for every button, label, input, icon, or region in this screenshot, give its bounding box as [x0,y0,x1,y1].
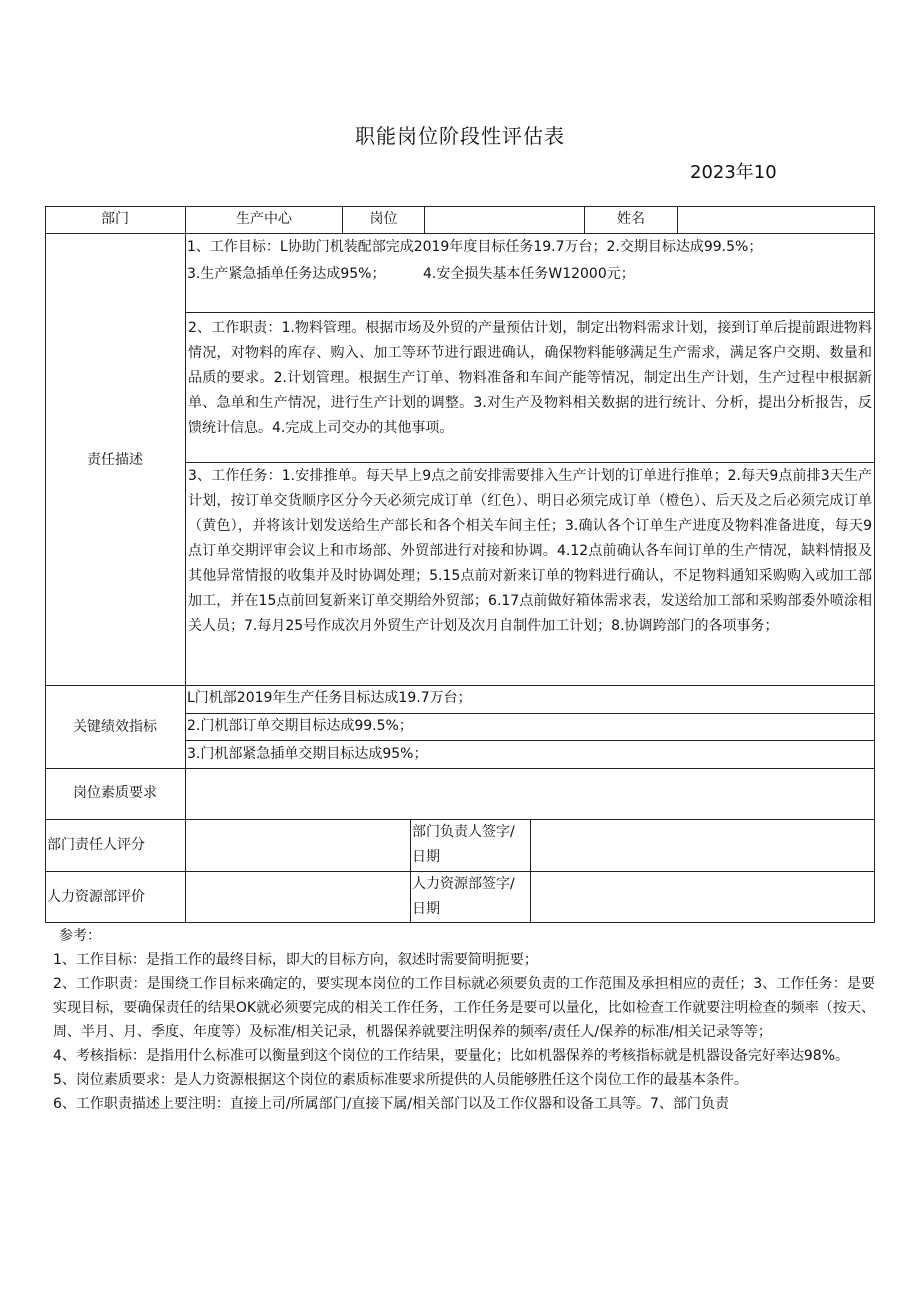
note-item: 1、工作目标：是指工作的最终目标，即大的目标方向，叙述时需要简明扼要； [53,952,538,968]
subrow-divider [186,740,875,741]
row-divider [45,819,875,820]
name-label: 姓名 [617,211,645,227]
document-date: 2023年10 [690,162,777,183]
table-border-right [874,206,875,922]
hr-sign-line2: 日期 [412,901,440,917]
table-border-top [45,206,875,207]
position-label: 岗位 [369,211,398,227]
row-divider [45,871,875,872]
dept-label: 部门 [101,211,129,227]
work-goal-line2a: 3.生产紧急插单任务达成95%； [187,266,386,282]
kpi-item: 2.门机部订单交期目标达成99.5%； [187,718,413,734]
dept-eval-label: 部门责任人评分 [47,837,145,853]
subrow-divider [186,713,875,714]
subrow-divider [186,312,875,313]
kpi-item: L门机部2019年生产任务目标达成19.7万台； [187,690,472,706]
evaluation-table [45,206,875,922]
note-item: 5、岗位素质要求：是人力资源根据这个岗位的素质标准要求所提供的人员能够胜任这个岗位工作的最基本条件。 [53,1072,748,1088]
col-divider [530,819,531,922]
dept-sign-line1: 部门负责人签字/ [412,824,515,840]
note-item: 6、工作职责描述上要注明：直接上司/所属部门/直接下属/相关部门以及工作仪器和设备工具等。7、部门负责 [53,1096,729,1112]
col-divider [410,819,411,922]
col-divider [424,206,425,233]
kpi-label: 关键绩效指标 [73,719,157,735]
document-title: 职能岗位阶段性评估表 [355,124,565,148]
col-divider [677,206,678,233]
quality-label: 岗位素质要求 [73,785,157,801]
table-border-bottom [45,922,875,923]
work-goal-line2b: 4.安全损失基本任务W12000元； [423,266,635,282]
hr-eval-label: 人力资源部评价 [47,889,145,905]
notes-heading: 参考： [59,928,101,944]
row-divider [45,233,875,234]
hr-sign-line1: 人力资源部签字/ [412,876,515,892]
reference-notes [53,924,875,1116]
subrow-divider [186,462,875,463]
dept-sign-line2: 日期 [412,849,440,865]
work-goal-line1: 1、工作目标：L协助门机装配部完成2019年度目标任务19.7万台；2.交期目标达成99.5%； [187,239,763,255]
row-divider [45,685,875,686]
table-border-left [45,206,46,922]
work-duties: 2、工作职责：1.物料管理。根据市场及外贸的产量预估计划，制定出物料需求计划，接到订单后提前跟进物料情况，对物料的库存、购入、加工等环节进行跟进确认，确保物料能够满足生产需求，满足客户交期、数量和品质的要求。2.计划管理。根据生产订单、物料准备和车间产能等情况，制定出生产计划，生产过程中根据新单、急单和生产情况，进行生产计划的调整。3.对生产及物料相关数据的进行统计、分析，提出分析报告，反馈统计信息。4.完成上司交办的其他事项。 [188,320,872,436]
kpi-item: 3.门机部紧急插单交期目标达成95%； [187,746,428,762]
responsibility-label: 责任描述 [87,452,143,468]
note-item: 4、考核指标：是指用什么标准可以衡量到这个岗位的工作结果，要量化；比如机器保养的考核指标就是机器设备完好率达98%。 [53,1048,850,1064]
note-item: 2、工作职责：是围绕工作目标来确定的，要实现本岗位的工作目标就必须要负责的工作范围及承担相应的责任；3、工作任务：是要实现目标，要确保责任的结果OK就必须要完成的相关工作任务，工作任务是要可以量化，比如检查工作就要注明检查的频率（按天、周、半月、月、季度、年度等）及标准/相关记录，机器保养就要注明保养的频率/责任人/保养的标准/相关记录等等； [53,976,875,1040]
row-divider [45,768,875,769]
dept-value: 生产中心 [236,211,292,227]
work-tasks: 3、工作任务：1.安排推单。每天早上9点之前安排需要排入生产计划的订单进行推单；2.每天9点前排3天生产计划，按订单交货顺序区分今天必须完成订单（红色）、明日必须完成订单（橙色）、后天及之后必须完成订单（黄色），并将该计划发送给生产部长和各个相关车间主任；3.确认各个订单生产进度及物料准备进度，每天9点订单交期评审会议上和市场部、外贸部进行对接和协调。4.12点前确认各车间订单的生产情况，缺料情报及其他异常情报的收集并及时协调处理；5.15点前对新来订单的物料进行确认，不足物料通知采购购入或加工部加工，并在15点前回复新来订单交期给外贸部；6.17点前做好箱体需求表，发送给加工部和采购部委外喷涂相关人员；7.每月25号作成次月外贸生产计划及次月自制件加工计划；8.协调跨部门的各项事务； [188,468,872,634]
